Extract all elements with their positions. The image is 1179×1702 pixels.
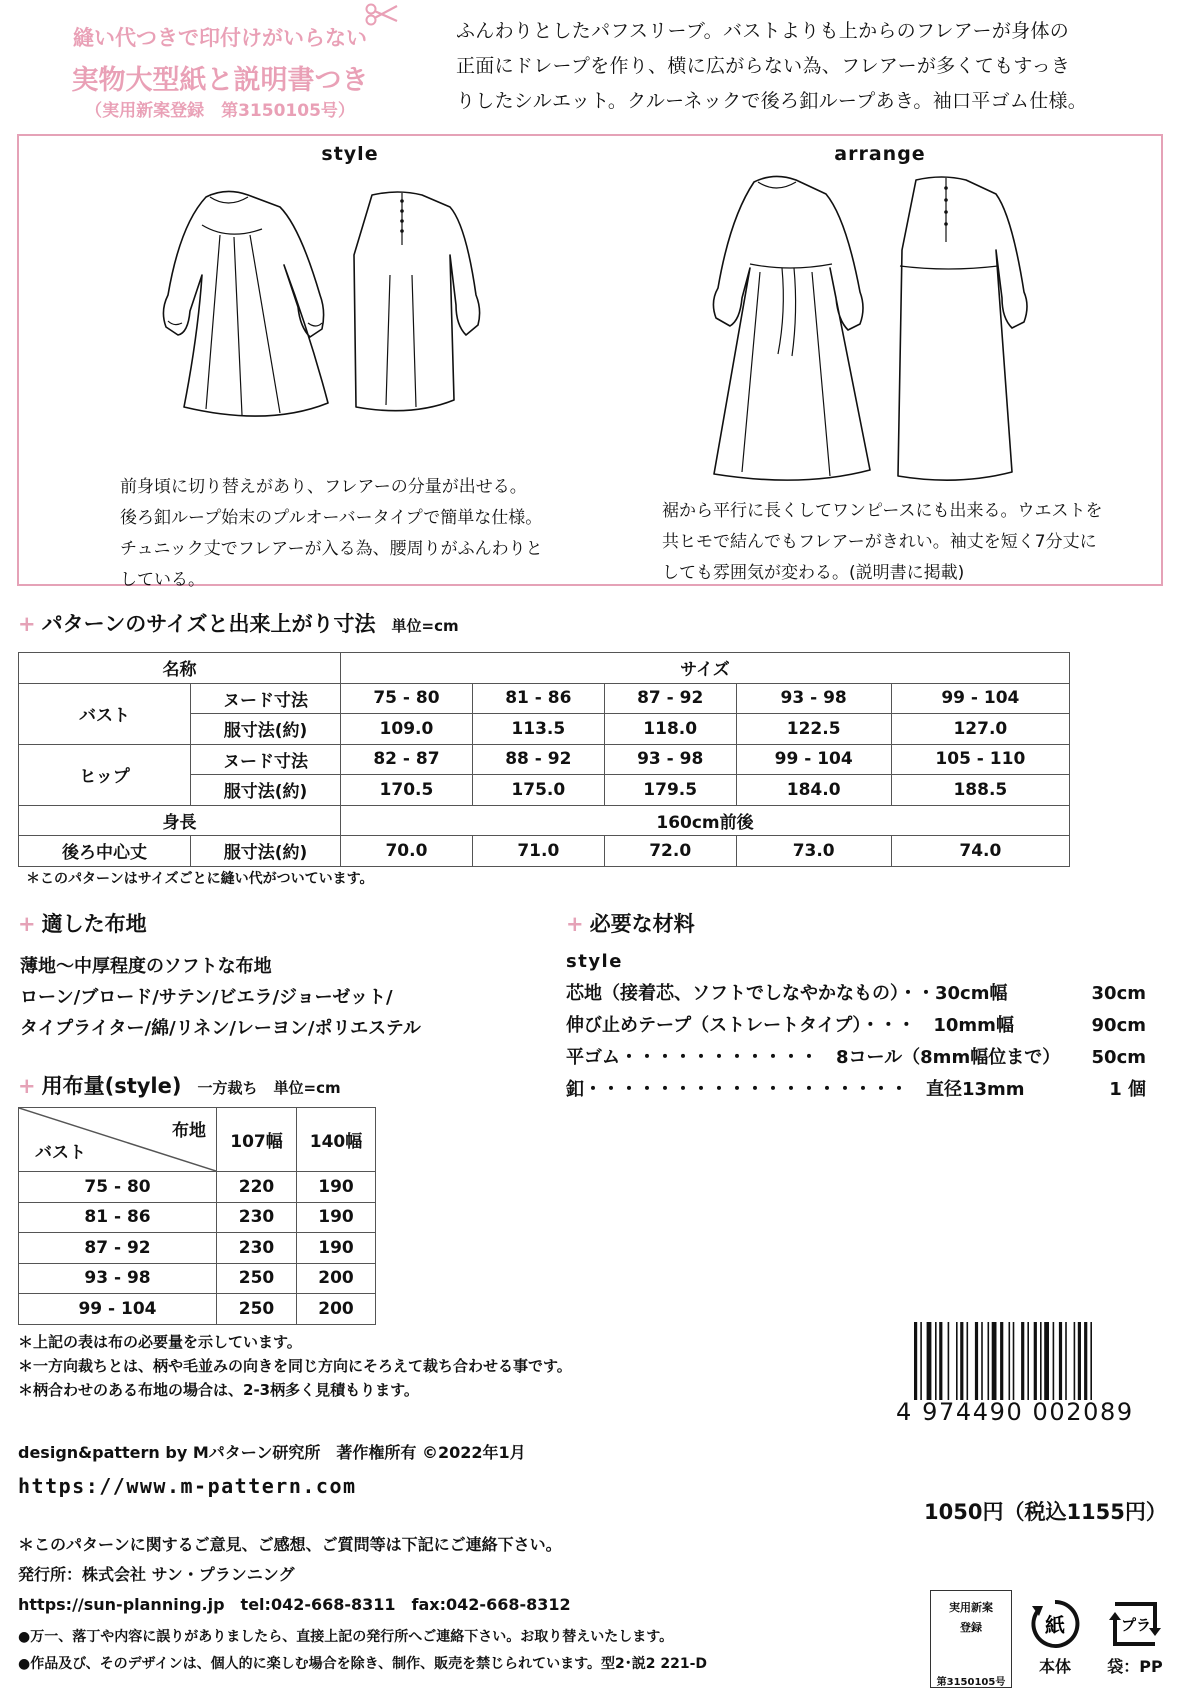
footer-notices: ●万一、落丁や内容に誤りがありましたら、直接上記の発行所へご連絡下さい。お取り替えいたします。 ●作品及び、そのデザインは、個人的に楽しむ場合を除き、制作、販売を禁じられています。型2･説2 221-D [18,1629,708,1672]
svg-text:プラ: プラ [1120,1616,1152,1634]
svg-text:紙: 紙 [1045,1613,1065,1637]
fabric-list: 薄地〜中厚程度のソフトな布地 ローン/ブロード/サテン/ビエラ/ジョーゼット/ タイプライター/綿/リネン/レーヨン/ポリエステル [20,956,421,1039]
style-label: style [321,143,379,165]
size-section-title: + パターンのサイズと出来上がり寸法 単位=cm [18,612,459,636]
plastic-recycle-mark: プラ 袋：PP [1096,1598,1174,1677]
website-link[interactable]: https://www.m-pattern.com [18,1474,357,1498]
barcode-number: 4 974490 002089 [896,1398,1134,1426]
plus-icon: + [18,612,36,636]
materials-section-title: + 必要な材料 [566,912,695,936]
list-item: 平ゴム・・・・・・・・・・・ 8コール（8mm幅位まで） 50cm [566,1047,1146,1068]
yardage-table [18,1107,376,1325]
plus-icon: + [18,1074,36,1098]
footer: ＊このパターンに関するご意見、ご感想、ご質問等は下記にご連絡下さい。 発行所：株式会社 サン・プランニング https://sun-planning.jp tel:042-668-8311 fax:042-668-8312 [18,1530,571,1620]
yardage-section-title: + 用布量(style) 一方裁ち 単位=cm [18,1074,341,1098]
fabric-section-title: + 適した布地 [18,912,147,936]
materials-style-label: style [566,951,623,972]
intro-text: ふんわりとしたパフスリーブ。バストよりも上からのフレアーが身体の 正面にドレープを作り、横に広がらない為、フレアーが多くてもすっき りしたシルエット。クルーネックで後ろ釦ループあき。袖口平ゴム仕様。 [456,20,1088,112]
registration-badge: 実用新案 登録 第3150105号 [930,1590,1012,1688]
table-row: 服寸法(約) 109.0 113.5 118.0 122.5 127.0 [19,714,1070,745]
style-description: 前身頃に切り替えがあり、フレアーの分量が出せる。 後ろ釦ループ始末のプルオーバータイプで簡単な仕様。 チュニック丈でフレアーが入る為、腰周りがふんわりと している。 [120,477,543,590]
yardage-notes: ＊上記の表は布の必要量を示しています。 ＊一方向裁ちとは、柄や毛並みの向きを同じ方向にそろえて裁ち合わせる事です。 ＊柄合わせのある布地の場合は、2-3柄多く見積もります。 [18,1333,572,1399]
table-row: 75 - 80 220 190 [19,1172,376,1203]
list-item: 芯地（接着芯、ソフトでしなやかなもの）・・30cm幅 30cm [566,983,1146,1004]
design-credit: design&pattern by Mパターン研究所 著作権所有 ©2022年1月 [18,1443,526,1462]
arrange-label: arrange [834,143,926,165]
table-row: 87 - 92 230 190 [19,1233,376,1264]
size-note: ＊このパターンはサイズごとに縫い代がついています。 [26,871,374,887]
table-row: 布地 バスト 107幅 140幅 [19,1108,376,1172]
table-row: 99 - 104 250 200 [19,1294,376,1325]
list-item: 伸び止めテープ（ストレートタイプ）・・・ 10mm幅 90cm [566,1015,1146,1036]
plus-icon: + [566,912,584,936]
contact-info: https://sun-planning.jp tel:042-668-8311 fax:042-668-8312 [18,1595,571,1614]
table-row: 名称 サイズ [19,653,1070,684]
plastic-recycle-icon [1107,1598,1163,1650]
list-item: 釦・・・・・・・・・・・・・・・・・・ 直径13mm 1 個 [566,1079,1146,1100]
materials-list [566,978,1146,1106]
plus-icon: + [18,912,36,936]
table-row: 81 - 86 230 190 [19,1202,376,1233]
table-row: バスト ヌード寸法 75 - 80 81 - 86 87 - 92 93 - 98 99 - 104 [19,683,1070,714]
table-row: 服寸法(約) 170.5 175.0 179.5 184.0 188.5 [19,775,1070,806]
paper-recycle-mark: 紙 本体 [1026,1598,1084,1677]
arrange-illustration [690,172,1090,482]
table-row: 93 - 98 250 200 [19,1263,376,1294]
table-row: 身長 160cm前後 [19,805,1070,836]
paper-recycle-icon [1029,1598,1081,1650]
header-registration: （実用新案登録 第3150105号） [85,101,355,121]
header-title: 実物大型紙と説明書つき [71,65,369,96]
scissors-icon [364,2,398,26]
price: 1050円（税込1155円） [924,1500,1167,1524]
table-row: 後ろ中心丈 服寸法(約) 70.0 71.0 72.0 73.0 74.0 [19,836,1070,867]
style-illustration [150,185,530,445]
size-table [18,652,1070,867]
table-row: ヒップ ヌード寸法 82 - 87 88 - 92 93 - 98 99 - 104 105 - 110 [19,744,1070,775]
arrange-description: 裾から平行に長くしてワンピースにも出来る。ウエストを 共ヒモで結んでもフレアーがきれい。袖丈を短く7分丈に しても雰囲気が変わる。(説明書に掲載) [662,501,1103,583]
header-tagline: 縫い代つきで印付けがいらない [73,26,367,50]
